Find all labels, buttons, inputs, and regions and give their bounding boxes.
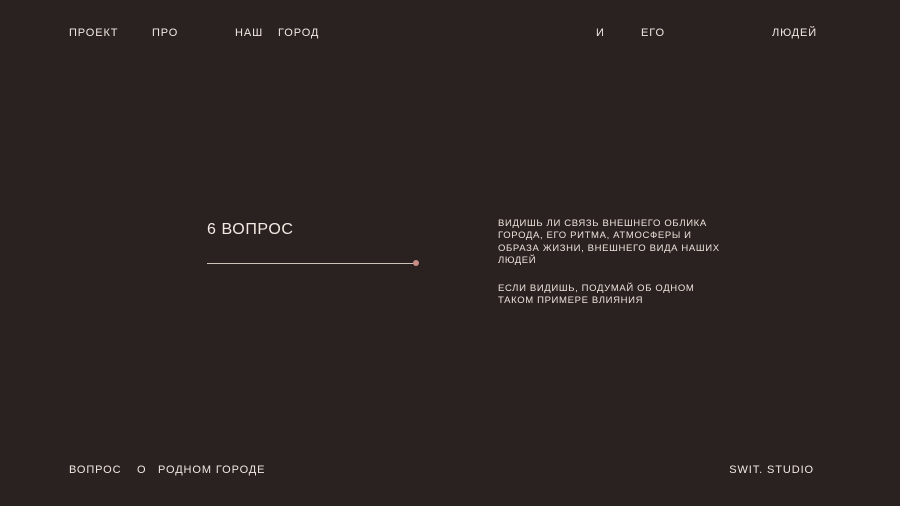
- progress-track: [207, 263, 415, 264]
- footer-item-o[interactable]: О: [137, 464, 147, 476]
- footer-item-vopros[interactable]: ВОПРОС: [69, 464, 122, 476]
- answer-block: [498, 218, 728, 307]
- top-navigation: [0, 25, 900, 45]
- nav-item-lyudey[interactable]: ЛЮДЕЙ: [772, 27, 818, 39]
- progress-slider[interactable]: [207, 258, 419, 268]
- nav-item-i[interactable]: И: [596, 27, 605, 39]
- nav-item-pro[interactable]: ПРО: [152, 27, 179, 39]
- question-title: 6 ВОПРОС: [207, 221, 294, 238]
- footer-item-rodnom-gorode[interactable]: РОДНОМ ГОРОДЕ: [158, 464, 266, 476]
- progress-handle-icon[interactable]: [413, 260, 419, 266]
- footer: [0, 446, 900, 506]
- nav-item-proekt[interactable]: ПРОЕКТ: [69, 27, 119, 39]
- nav-item-nash[interactable]: НАШ: [235, 27, 264, 39]
- answer-paragraph-1: ВИДИШЬ ЛИ СВЯЗЬ ВНЕШНЕГО ОБЛИКА ГОРОДА, ЕГО РИТМА, АТМОСФЕРЫ И ОБРАЗА ЖИЗНИ, ВНЕШНЕГО ВИДА НАШИХ ЛЮДЕЙ: [498, 218, 720, 267]
- question-block: [207, 219, 422, 241]
- answer-paragraph-2: ЕСЛИ ВИДИШЬ, ПОДУМАЙ ОБ ОДНОМ ТАКОМ ПРИМЕРЕ ВЛИЯНИЯ: [498, 282, 695, 307]
- nav-item-gorod[interactable]: ГОРОД: [278, 27, 320, 39]
- footer-studio-credit[interactable]: SWIT. STUDIO: [729, 464, 814, 476]
- nav-item-ego[interactable]: ЕГО: [641, 27, 665, 39]
